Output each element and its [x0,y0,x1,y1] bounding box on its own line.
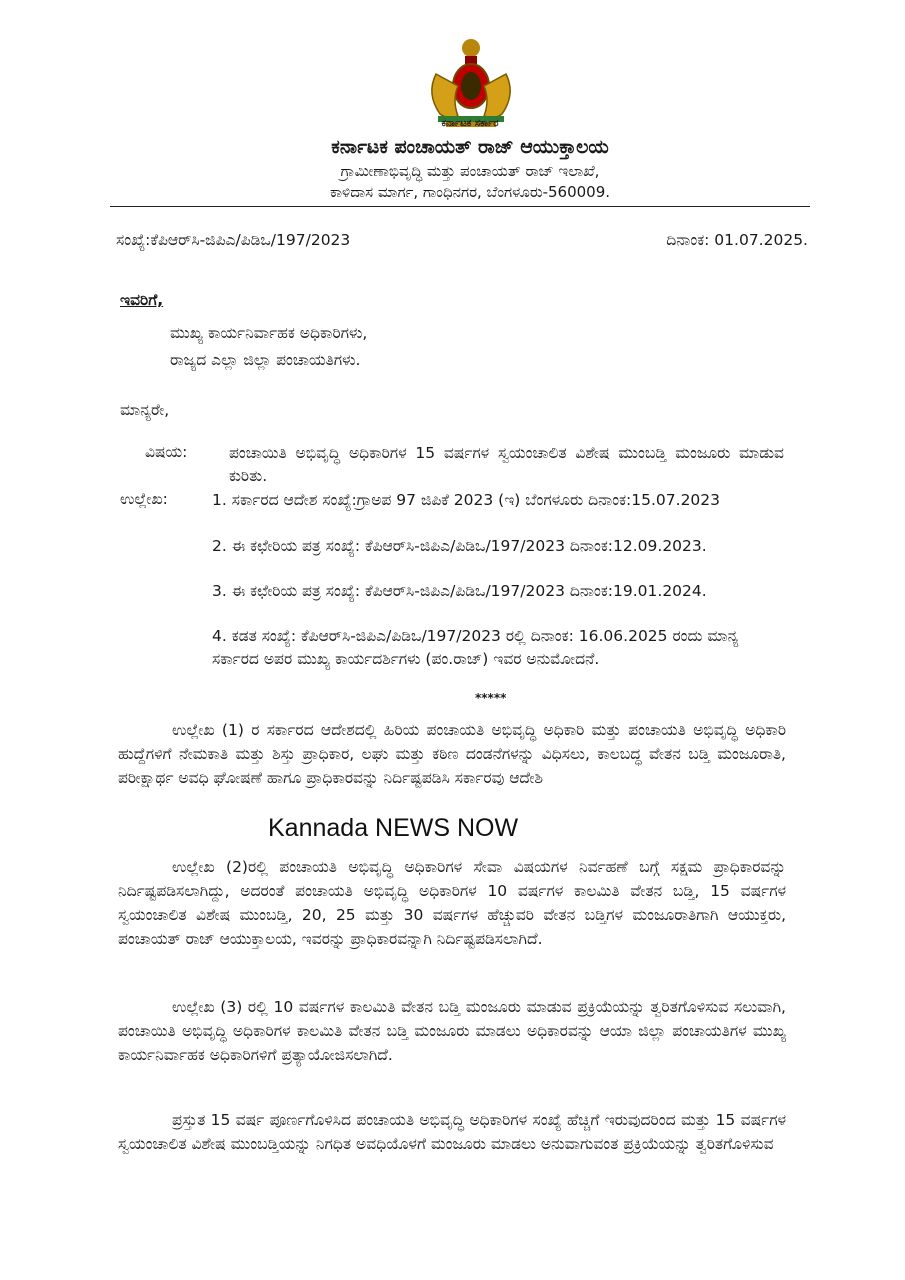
addressee-heading: ಇವರಿಗೆ, [120,291,164,309]
subject-text: ಪಂಚಾಯಿತಿ ಅಭಿವೃದ್ಧಿ ಅಧಿಕಾರಿಗಳ 15 ವರ್ಷಗಳ ಸ್ವಯಂಚಾಲಿತ ವಿಶೇಷ ಮುಂಬಡ್ತಿ ಮಂಜೂರು ಮಾಡುವ ಕುರಿತು. [229,444,784,485]
subject-label: ವಿಷಯ: [145,443,188,461]
addressee-line-1: ಮುಖ್ಯ ಕಾರ್ಯನಿರ್ವಾಹಕ ಅಧಿಕಾರಿಗಳು, [170,324,368,342]
body-paragraph: ಉಲ್ಲೇಖ (2)ರಲ್ಲಿ ಪಂಚಾಯತಿ ಅಭಿವೃದ್ಧಿ ಅಧಿಕಾರಿಗಳ ಸೇವಾ ವಿಷಯಗಳ ನಿರ್ವಹಣೆ ಬಗ್ಗೆ ಸಕ್ಷಮ ಪ್ರಾಧಿಕಾರವನ್ನು ನಿರ್ದಿಷ್ಟಪಡಿಸಲಾಗಿದ್ದು, ಅದರಂತೆ ಪಂಚಾಯತಿ ಅಭಿವೃದ್ಧಿ ಅಧಿಕಾರಿಗಳ 10 ವರ್ಷಗಳ ಕಾಲಮಿತಿ ವೇತನ ಬಡ್ತಿ, 15 ವರ್ಷಗಳ ಸ್ವಯಂಚಾಲಿತ ವಿಶೇಷ ಮುಂಬಡ್ತಿ, 20, 25 ಮತ್ತು 30 ವರ್ಷಗಳ ಹೆಚ್ಚುವರಿ ವೇತನ ಬಡ್ತಿಗಳ ಮಂಜೂರಾತಿಗಾಗಿ ಆಯುಕ್ತರು, ಪಂಚಾಯತ್ ರಾಜ್ ಆಯುಕ್ತಾಲಯ, ಇವರನ್ನು ಪ್ರಾಧಿಕಾರವನ್ನಾಗಿ ನಿರ್ದಿಷ್ಟಪಡಿಸಲಾಗಿದೆ. [118,858,786,948]
department-name: ಗ್ರಾಮೀಣಾಭಿವೃದ್ಧಿ ಮತ್ತು ಪಂಚಾಯತ್ ರಾಜ್ ಇಲಾಖೆ, [340,162,600,180]
section-separator: ***** [475,691,507,705]
emblem-caption: ಕರ್ನಾಟಕ ಸರ್ಕಾರ [441,118,499,129]
office-address: ಕಾಳಿದಾಸ ಮಾರ್ಗ, ಗಾಂಧಿನಗರ, ಬೆಂಗಳೂರು-560009. [329,183,611,201]
reference-item: 2. ಈ ಕಛೇರಿಯ ಪತ್ರ ಸಂಖ್ಯೆ: ಕೆಪಿಆರ್‌ಸಿ-ಜಿಪಿಎ/ಪಿಡಿಒ/197/2023 ದಿನಾಂಕ:12.09.2023. [212,537,707,555]
reference-item: 4. ಕಡತ ಸಂಖ್ಯೆ: ಕೆಪಿಆರ್‌ಸಿ-ಜಿಪಿಎ/ಪಿಡಿಒ/197/2023 ರಲ್ಲಿ ದಿನಾಂಕ: 16.06.2025 ರಂದು ಮಾನ್ಯ ಸರ್ಕಾರದ ಅಪರ ಮುಖ್ಯ ಕಾರ್ಯದರ್ಶಿಗಳು (ಪಂ.ರಾಜ್) ಇವರ ಅನುಮೋದನೆ. [212,627,739,668]
letter-date: ದಿನಾಂಕ: 01.07.2025. [666,231,808,249]
body-paragraph: ಉಲ್ಲೇಖ (1) ರ ಸರ್ಕಾರದ ಆದೇಶದಲ್ಲಿ ಹಿರಿಯ ಪಂಚಾಯತಿ ಅಭಿವೃದ್ಧಿ ಅಧಿಕಾರಿ ಮತ್ತು ಪಂಚಾಯತಿ ಅಭಿವೃದ್ಧಿ ಅಧಿಕಾರಿ ಹುದ್ದೆಗಳಿಗೆ ನೇಮಕಾತಿ ಮತ್ತು ಶಿಸ್ತು ಪ್ರಾಧಿಕಾರ, ಲಘು ಮತ್ತು ಕಠಿಣ ದಂಡನೆಗಳನ್ನು ವಿಧಿಸಲು, ಕಾಲಬದ್ಧ ವೇತನ ಬಡ್ತಿ ಮಂಜೂರಾತಿ, ಪರೀಕ್ಷಾರ್ಥ ಅವಧಿ ಘೋಷಣೆ ಹಾಗೂ ಪ್ರಾಧಿಕಾರವನ್ನು ನಿರ್ದಿಷ್ಟಪಡಿಸಿ ಸರ್ಕಾರವು ಆದೇಶಿ [118,721,786,787]
body-paragraph: ಉಲ್ಲೇಖ (3) ರಲ್ಲಿ 10 ವರ್ಷಗಳ ಕಾಲಮಿತಿ ವೇತನ ಬಡ್ತಿ ಮಂಜೂರು ಮಾಡುವ ಪ್ರಕ್ರಿಯೆಯನ್ನು ತ್ವರಿತಗೊಳಿಸುವ ಸಲುವಾಗಿ, ಪಂಚಾಯಿತಿ ಅಭಿವೃದ್ಧಿ ಅಧಿಕಾರಿಗಳ ಕಾಲಮಿತಿ ವೇತನ ಬಡ್ತಿ ಮಂಜೂರು ಮಾಡಲು ಅಧಿಕಾರವನ್ನು ಆಯಾ ಜಿಲ್ಲಾ ಪಂಚಾಯತಿಗಳ ಮುಖ್ಯ ಕಾರ್ಯನಿರ್ವಾಹಕ ಅಧಿಕಾರಿಗಳಿಗೆ ಪ್ರತ್ಯಾಯೋಜಿಸಲಾಗಿದೆ. [118,998,786,1064]
letterhead-divider [110,206,810,207]
references-label: ಉಲ್ಲೇಖ: [120,490,168,508]
salutation: ಮಾನ್ಯರೇ, [120,401,170,419]
news-watermark: Kannada NEWS NOW [262,814,524,843]
body-paragraph: ಪ್ರಸ್ತುತ 15 ವರ್ಷ ಪೂರ್ಣಗೊಳಿಸಿದ ಪಂಚಾಯತಿ ಅಭಿವೃದ್ಧಿ ಅಧಿಕಾರಿಗಳ ಸಂಖ್ಯೆ ಹೆಚ್ಚಿಗೆ ಇರುವುದರಿಂದ ಮತ್ತು 15 ವರ್ಷಗಳ ಸ್ವಯಂಚಾಲಿತ ವಿಶೇಷ ಮುಂಬಡ್ತಿಯನ್ನು ನಿಗಧಿತ ಅವಧಿಯೊಳಗೆ ಮಂಜೂರು ಮಾಡಲು ಅನುವಾಗುವಂತ ಪ್ರಕ್ರಿಯೆಯನ್ನು ತ್ವರಿತಗೊಳಿಸುವ [118,1111,786,1153]
reference-item: 3. ಈ ಕಛೇರಿಯ ಪತ್ರ ಸಂಖ್ಯೆ: ಕೆಪಿಆರ್‌ಸಿ-ಜಿಪಿಎ/ಪಿಡಿಒ/197/2023 ದಿನಾಂಕ:19.01.2024. [212,582,707,600]
reference-item: 1. ಸರ್ಕಾರದ ಆದೇಶ ಸಂಖ್ಯೆ:ಗ್ರಾಅಪ 97 ಜಿಪಿಕೆ 2023 (ಇ) ಬೆಂಗಳೂರು ದಿನಾಂಕ:15.07.2023 [212,491,721,509]
reference-number: ಸಂಖ್ಯೆ:ಕೆಪಿಆರ್‌ಸಿ-ಜಿಪಿಎ/ಪಿಡಿಒ/197/2023 [116,231,351,249]
addressee-line-2: ರಾಜ್ಯದ ಎಲ್ಲಾ ಜಿಲ್ಲಾ ಪಂಚಾಯತಿಗಳು. [170,351,361,369]
office-title: ಕರ್ನಾಟಕ ಪಂಚಾಯತ್ ರಾಜ್ ಆಯುಕ್ತಾಲಯ [331,136,609,158]
